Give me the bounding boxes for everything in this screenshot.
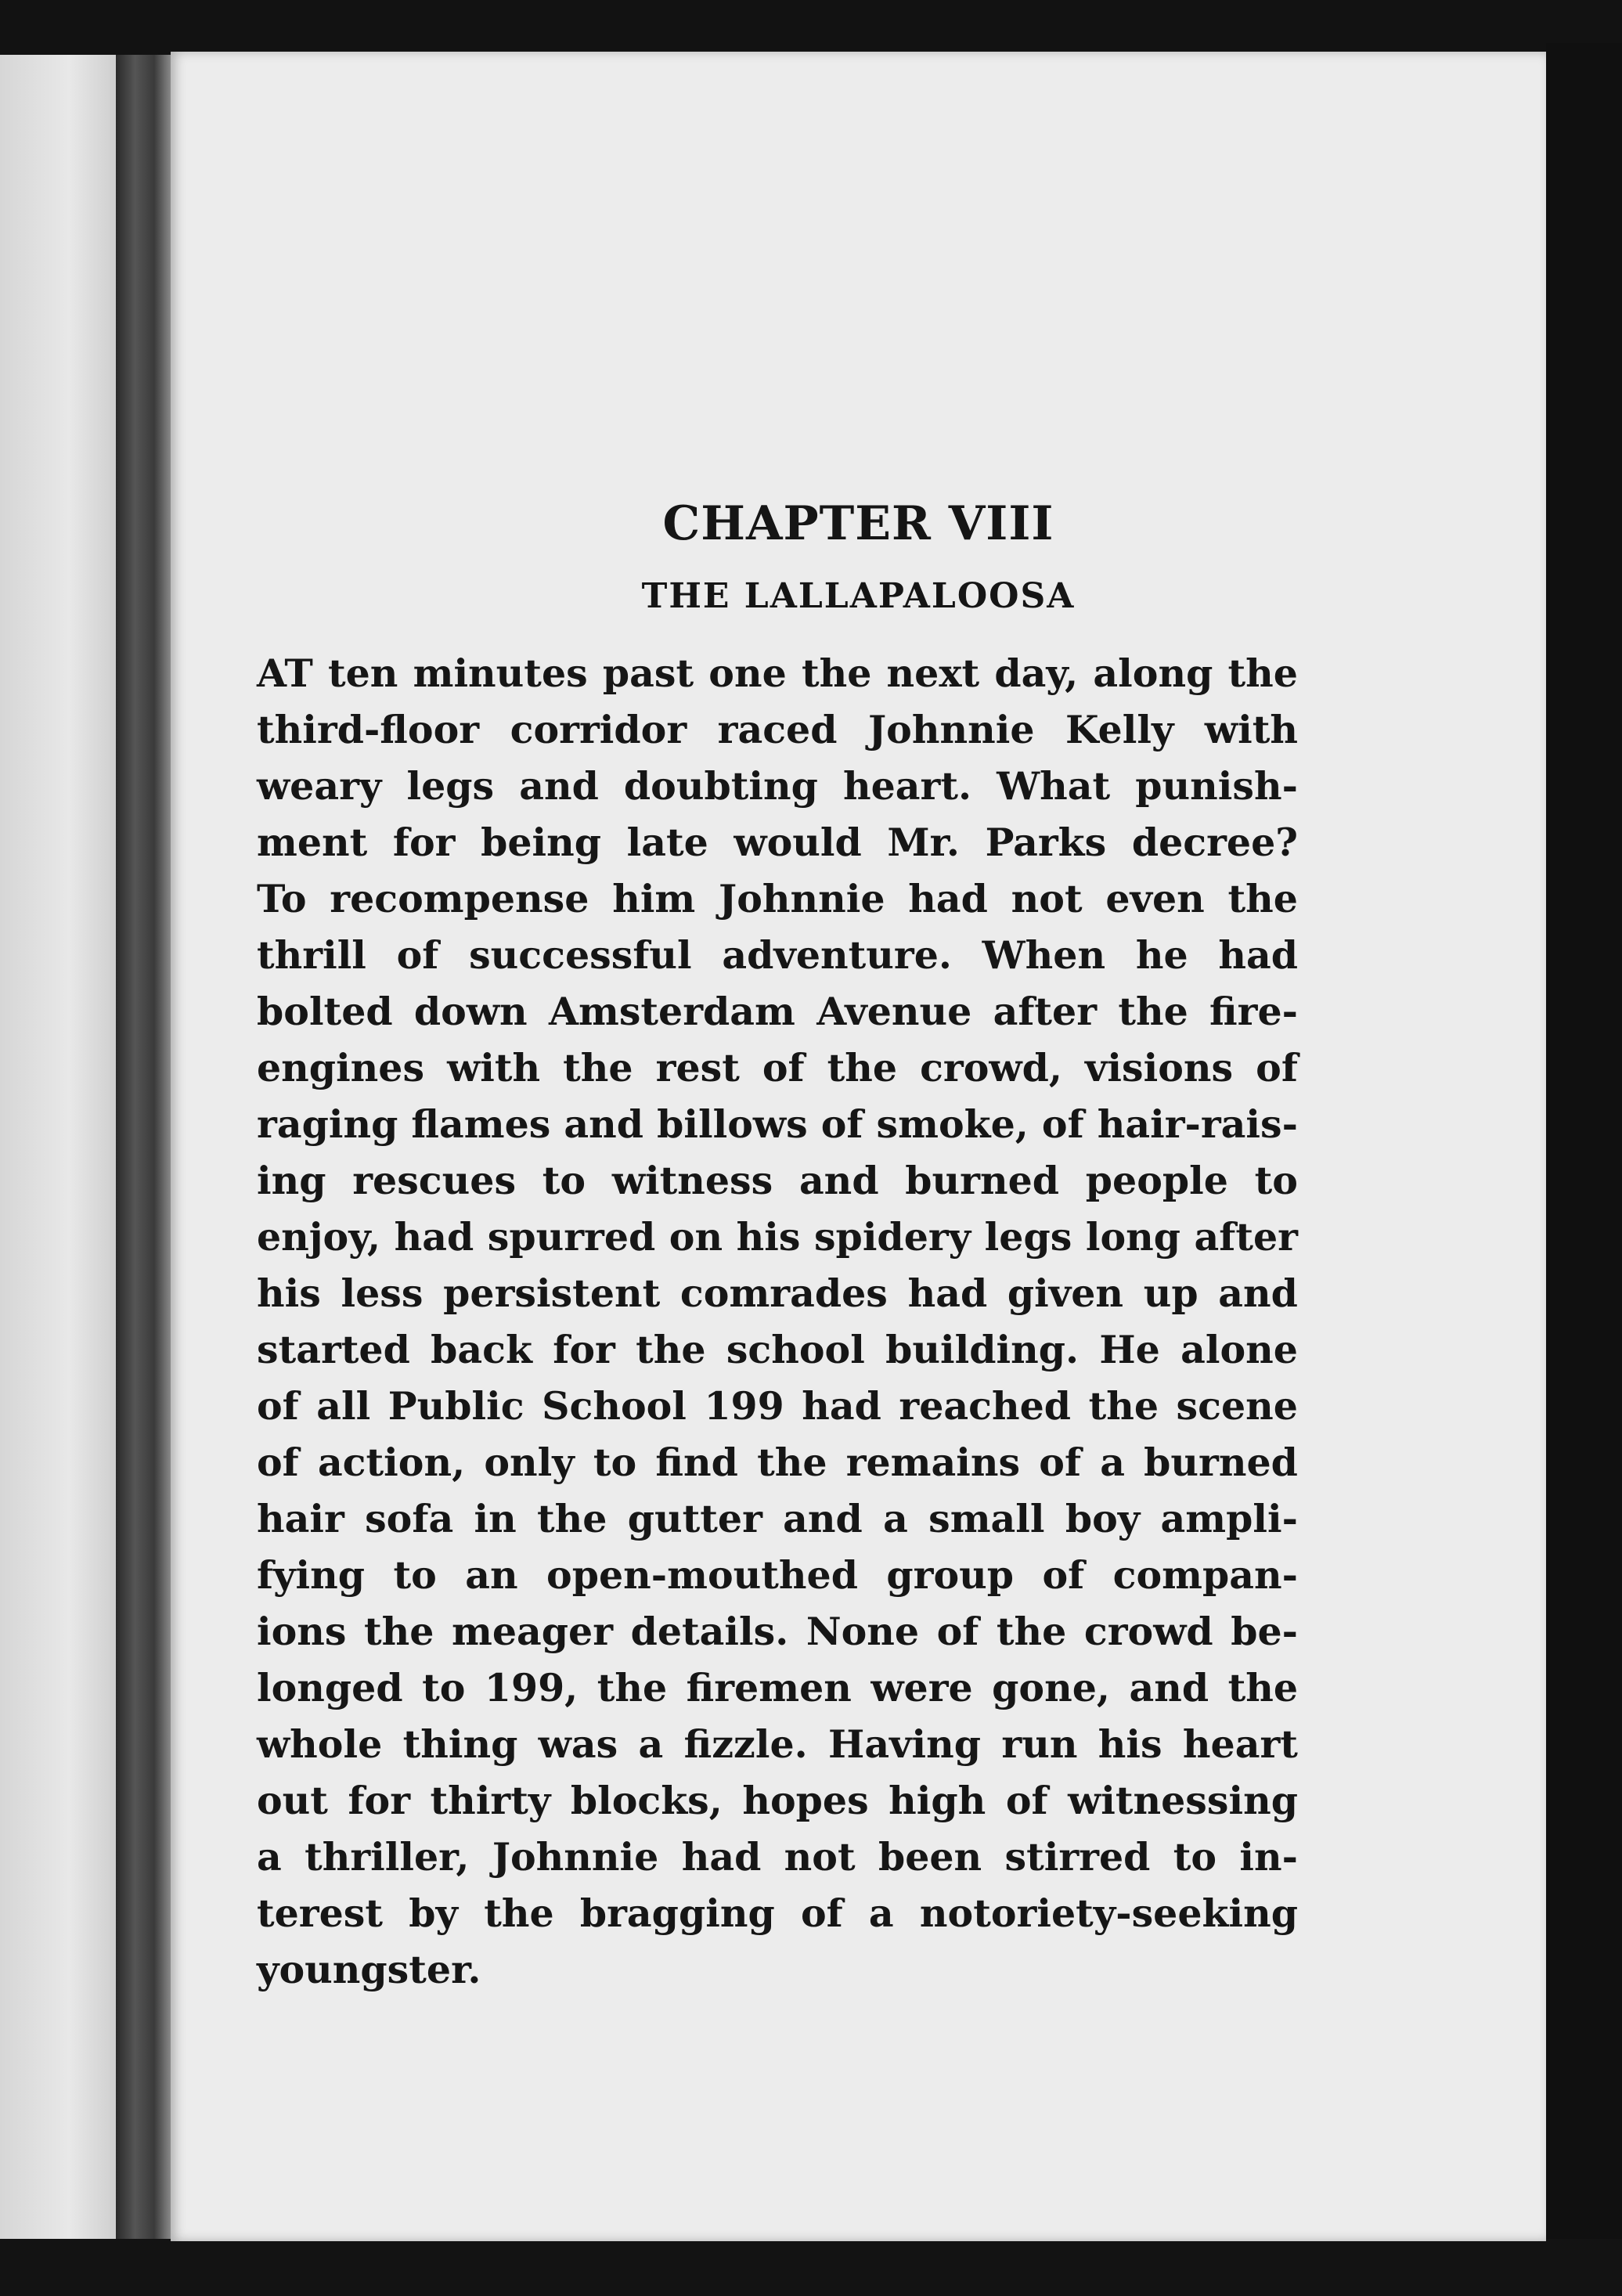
chapter-body-text [257,645,1298,1998]
text-line: a thriller, Johnnie had not been stirred to in- [257,1834,1298,1880]
text-line: of all Public School 199 had reached the scene [257,1383,1298,1429]
text-line: out for thirty blocks, hopes high of witnessing [257,1778,1298,1823]
text-line: youngster. [257,1947,481,1992]
text-line: hair sofa in the gutter and a small boy ampli- [257,1496,1298,1541]
text-line: To recompense him Johnnie had not even the [257,876,1298,921]
text-line: ing rescues to witness and burned people to [257,1158,1298,1203]
text-line: fying to an open-mouthed group of compan- [257,1552,1298,1598]
text-line: thrill of successful adventure. When he had [257,932,1298,978]
book-page [171,52,1546,2241]
text-line: started back for the school building. He alone [257,1327,1298,1372]
text-line: whole thing was a fizzle. Having run his heart [257,1721,1298,1767]
text-line: enjoy, had spurred on his spidery legs long after [257,1214,1298,1260]
text-line: engines with the rest of the crowd, visions of [257,1045,1298,1090]
text-line: weary legs and doubting heart. What punish- [257,763,1298,809]
text-line: bolted down Amsterdam Avenue after the fire- [257,989,1298,1034]
text-line: raging flames and billows of smoke, of hair-rais- [257,1101,1298,1147]
text-line: of action, only to find the remains of a burned [257,1440,1298,1485]
scan-top-border [0,0,1622,55]
scan-bottom-border [0,2239,1622,2296]
scan-right-border [1546,43,1622,2296]
book-gutter [116,55,171,2247]
text-line: ions the meager details. None of the crowd be- [257,1609,1298,1654]
facing-page-edge [0,55,116,2239]
text-line: terest by the bragging of a notoriety-seeking [257,1891,1298,1936]
text-line: third-floor corridor raced Johnnie Kelly with [257,707,1298,752]
text-line: longed to 199, the firemen were gone, and the [257,1665,1298,1710]
text-line: ment for being late would Mr. Parks decree? [257,820,1298,865]
text-line: AT ten minutes past one the next day, along the [257,651,1298,696]
text-line: his less persistent comrades had given up and [257,1271,1298,1316]
chapter-title: THE LALLAPALOOSA [641,576,1076,616]
chapter-heading: CHAPTER VIII [662,496,1054,551]
